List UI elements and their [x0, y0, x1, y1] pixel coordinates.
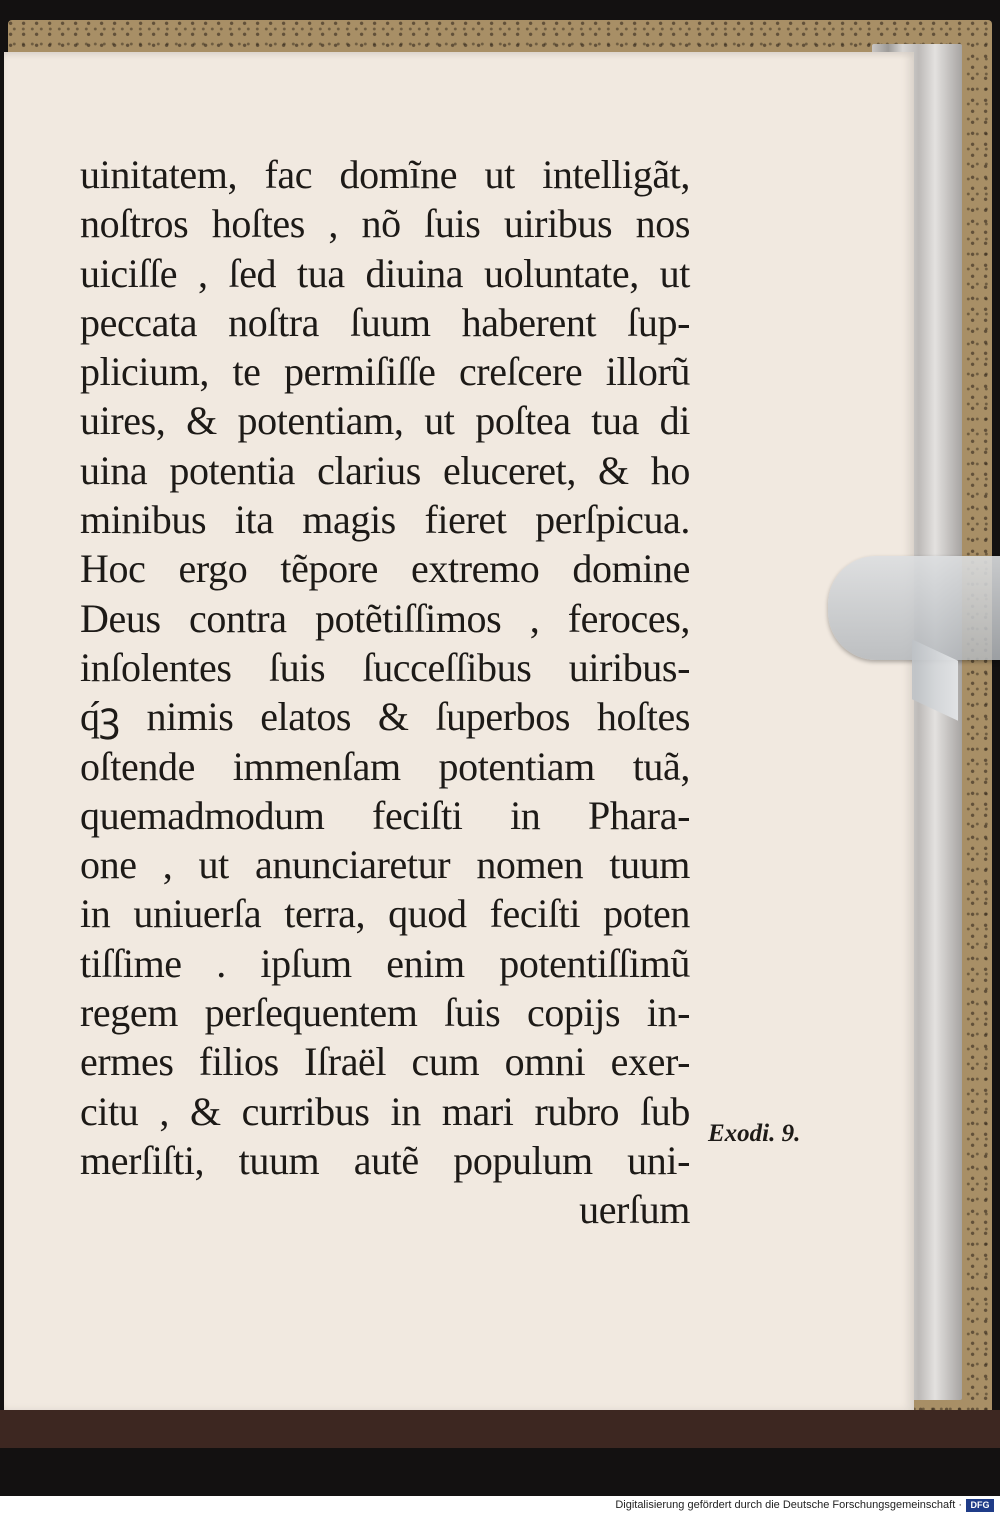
- footer-bar: [0, 1496, 1000, 1516]
- text-line: ermes filios Iſraël cum omni exer-: [80, 1039, 690, 1085]
- book-binding-edge: [0, 1410, 1000, 1448]
- text-line: oſtende immenſam potentiam tuã,: [80, 743, 690, 789]
- text-line: merſiſti, tuum autẽ populum uni-: [80, 1137, 690, 1183]
- text-line: noſtros hoſtes , nõ ſuis uiribus nos: [80, 201, 690, 247]
- text-line: Hoc ergo tẽpore extremo domine: [80, 546, 690, 592]
- text-line: Deus contra potẽtiſſimos , feroces,: [80, 595, 690, 641]
- text-line: q́ꝫ nimis elatos & ſuperbos hoſtes: [80, 694, 690, 740]
- text-line: uiciſſe , ſed tua diuina uoluntate, ut: [80, 250, 690, 296]
- text-line: quemadmodum feciſti in Phara-: [80, 792, 690, 838]
- catchword: uerſum: [579, 1187, 690, 1233]
- text-line: uina potentia clarius eluceret, & ho: [80, 447, 690, 493]
- text-line: uinitatem, fac domĩne ut intelligãt,: [80, 152, 690, 197]
- text-line: uires, & potentiam, ut poſtea tua di: [80, 398, 690, 444]
- footer-credit: Digitalisierung gefördert durch die Deutsche Forschungsgemeinschaft ·: [615, 1499, 962, 1511]
- text-block: [80, 150, 690, 1235]
- text-line: minibus ita magis fieret perſpicua.: [80, 497, 690, 543]
- margin-note: Exodi. 9.: [708, 1120, 801, 1147]
- text-line: plicium, te permiſiſſe creſcere illorũ: [80, 349, 690, 395]
- text-line: in uniuerſa terra, quod feciſti poten: [80, 891, 690, 937]
- text-line: tiſſime . ipſum enim potentiſſimũ: [80, 940, 690, 986]
- text-line: peccata noſtra ſuum haberent ſup-: [80, 299, 690, 345]
- text-line: inſolentes ſuis ſucceſſibus uiribus-: [80, 644, 690, 690]
- dfg-logo: DFG: [966, 1499, 994, 1512]
- text-line: citu , & curribus in mari rubro ſub: [80, 1088, 690, 1134]
- text-line: regem perſequentem ſuis copijs in-: [80, 990, 690, 1036]
- text-line: one , ut anunciaretur nomen tuum: [80, 842, 690, 888]
